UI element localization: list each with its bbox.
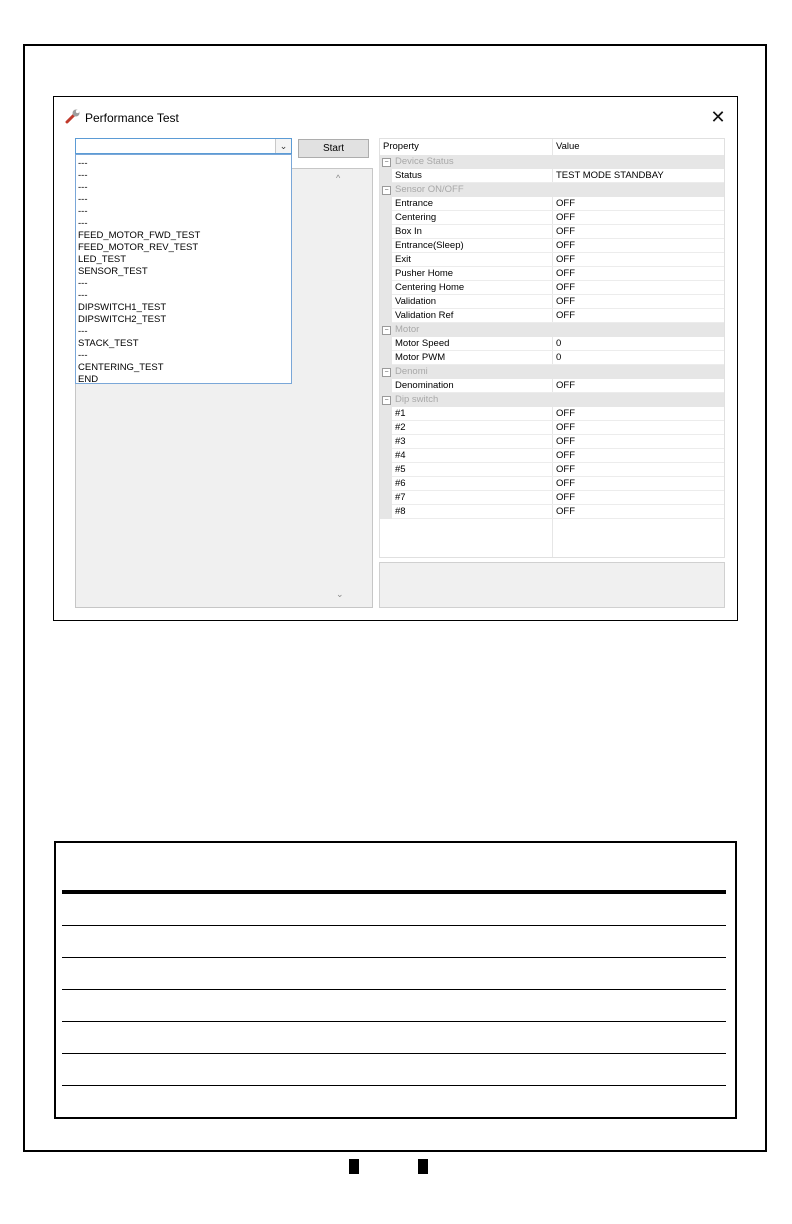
dropdown-option[interactable]: DIPSWITCH1_TEST <box>78 302 167 313</box>
property-row[interactable] <box>380 281 724 295</box>
table-header-rule <box>62 890 726 894</box>
property-name: #4 <box>395 450 406 461</box>
property-name: Status <box>395 170 422 181</box>
header-value: Value <box>556 141 580 152</box>
property-value: OFF <box>556 436 575 447</box>
dropdown-option[interactable]: STACK_TEST <box>78 338 139 349</box>
property-row[interactable] <box>380 239 724 253</box>
dropdown-option[interactable]: --- <box>78 194 88 205</box>
property-name: #5 <box>395 464 406 475</box>
grid-header <box>380 139 724 155</box>
row-gutter <box>380 505 392 519</box>
row-gutter <box>380 435 392 449</box>
dropdown-option[interactable]: --- <box>78 350 88 361</box>
window-title: Performance Test <box>85 111 179 125</box>
property-row[interactable] <box>380 211 724 225</box>
property-value: OFF <box>556 408 575 419</box>
collapse-icon[interactable]: − <box>382 186 391 195</box>
property-value: TEST MODE STANDBAY <box>556 170 664 181</box>
dropdown-option[interactable]: --- <box>78 182 88 193</box>
row-gutter <box>380 449 392 463</box>
property-name: Centering <box>395 212 437 223</box>
row-gutter <box>380 211 392 225</box>
collapse-icon[interactable]: − <box>382 326 391 335</box>
property-row[interactable] <box>380 351 724 365</box>
category-row[interactable] <box>380 183 724 197</box>
collapse-icon[interactable]: − <box>382 158 391 167</box>
property-value: OFF <box>556 492 575 503</box>
dropdown-option[interactable]: --- <box>78 326 88 337</box>
property-value: OFF <box>556 422 575 433</box>
property-row[interactable] <box>380 477 724 491</box>
dropdown-option[interactable]: --- <box>78 290 88 301</box>
table-row-rule <box>62 957 726 958</box>
property-row[interactable] <box>380 379 724 393</box>
row-gutter <box>380 267 392 281</box>
property-name: Entrance <box>395 198 434 209</box>
table-row-rule <box>62 1021 726 1022</box>
row-gutter <box>380 225 392 239</box>
property-value: OFF <box>556 450 575 461</box>
dropdown-option[interactable]: --- <box>78 206 88 217</box>
property-row[interactable] <box>380 267 724 281</box>
property-row[interactable] <box>380 505 724 519</box>
property-name: #3 <box>395 436 406 447</box>
dropdown-option[interactable]: --- <box>78 278 88 289</box>
table-row-rule <box>62 989 726 990</box>
property-value: OFF <box>556 282 575 293</box>
row-gutter <box>380 477 392 491</box>
property-value: OFF <box>556 226 575 237</box>
property-value: 0 <box>556 338 562 349</box>
property-value: OFF <box>556 380 575 391</box>
row-gutter <box>380 379 392 393</box>
category-row[interactable] <box>380 393 724 407</box>
dropdown-option[interactable]: --- <box>78 170 88 181</box>
property-row[interactable] <box>380 435 724 449</box>
row-gutter <box>380 491 392 505</box>
property-name: Exit <box>395 254 411 265</box>
property-value: OFF <box>556 240 575 251</box>
property-value: OFF <box>556 506 575 517</box>
property-value: OFF <box>556 198 575 209</box>
row-gutter <box>380 421 392 435</box>
dropdown-option[interactable]: --- <box>78 218 88 229</box>
property-name: Box In <box>395 226 422 237</box>
property-name: Entrance(Sleep) <box>395 240 464 251</box>
property-value: OFF <box>556 296 575 307</box>
property-name: Validation Ref <box>395 310 454 321</box>
category-name: Dip switch <box>395 394 439 405</box>
notes-table <box>54 841 737 1119</box>
wrench-icon <box>65 108 81 124</box>
property-row[interactable] <box>380 491 724 505</box>
category-row[interactable] <box>380 155 724 169</box>
dropdown-option[interactable]: FEED_MOTOR_FWD_TEST <box>78 230 201 241</box>
category-row[interactable] <box>380 365 724 379</box>
category-name: Motor <box>395 324 420 335</box>
property-value: 0 <box>556 352 562 363</box>
dropdown-option[interactable]: FEED_MOTOR_REV_TEST <box>78 242 199 253</box>
property-name: #1 <box>395 408 406 419</box>
category-name: Device Status <box>395 156 454 167</box>
property-row[interactable] <box>380 309 724 323</box>
row-gutter <box>380 463 392 477</box>
description-panel <box>379 562 725 608</box>
property-value: OFF <box>556 310 575 321</box>
property-row[interactable] <box>380 449 724 463</box>
property-value: OFF <box>556 212 575 223</box>
property-row[interactable] <box>380 253 724 267</box>
dropdown-option[interactable]: END <box>78 374 99 385</box>
row-gutter <box>380 309 392 323</box>
table-row-rule <box>62 1085 726 1086</box>
row-gutter <box>380 253 392 267</box>
close-button[interactable]: ✕ <box>710 107 726 127</box>
property-value: OFF <box>556 464 575 475</box>
scroll-down-icon[interactable]: ⌄ <box>336 589 344 599</box>
property-value: OFF <box>556 254 575 265</box>
row-gutter <box>380 239 392 253</box>
property-name: Motor PWM <box>395 352 446 363</box>
property-name: #8 <box>395 506 406 517</box>
property-name: Pusher Home <box>395 268 454 279</box>
property-value: OFF <box>556 478 575 489</box>
property-name: Validation <box>395 296 437 307</box>
header-property: Property <box>383 141 419 152</box>
page-marker-right <box>418 1159 428 1174</box>
property-row[interactable] <box>380 295 724 309</box>
scroll-up-icon[interactable]: ^ <box>336 173 341 183</box>
property-row[interactable] <box>380 169 724 183</box>
row-gutter <box>380 295 392 309</box>
property-value: OFF <box>556 268 575 279</box>
property-row[interactable] <box>380 337 724 351</box>
chevron-down-icon[interactable]: ⌄ <box>275 139 291 153</box>
property-name: Centering Home <box>395 282 465 293</box>
property-name: #2 <box>395 422 406 433</box>
dropdown-option[interactable]: LED_TEST <box>78 254 127 265</box>
title-bar <box>54 97 737 135</box>
row-gutter <box>380 197 392 211</box>
property-name: #6 <box>395 478 406 489</box>
category-row[interactable] <box>380 323 724 337</box>
performance-test-window <box>53 96 738 621</box>
dropdown-option[interactable]: DIPSWITCH2_TEST <box>78 314 167 325</box>
dropdown-option[interactable]: --- <box>78 158 88 169</box>
property-row[interactable] <box>380 421 724 435</box>
property-grid <box>379 138 725 558</box>
property-name: Denomination <box>395 380 454 391</box>
test-dropdown-list <box>75 154 292 384</box>
collapse-icon[interactable]: − <box>382 368 391 377</box>
dropdown-option[interactable]: SENSOR_TEST <box>78 266 148 277</box>
property-name: #7 <box>395 492 406 503</box>
property-row[interactable] <box>380 225 724 239</box>
property-row[interactable] <box>380 407 724 421</box>
start-button[interactable]: Start <box>298 139 369 158</box>
row-gutter <box>380 169 392 183</box>
row-gutter <box>380 281 392 295</box>
row-gutter <box>380 351 392 365</box>
row-gutter <box>380 407 392 421</box>
property-name: Motor Speed <box>395 338 450 349</box>
row-gutter <box>380 337 392 351</box>
table-row-rule <box>62 925 726 926</box>
property-row[interactable] <box>380 197 724 211</box>
page-marker-left <box>349 1159 359 1174</box>
category-name: Denomi <box>395 366 428 377</box>
test-select-combo[interactable] <box>75 138 292 154</box>
table-row-rule <box>62 1053 726 1054</box>
category-name: Sensor ON/OFF <box>395 184 464 195</box>
collapse-icon[interactable]: − <box>382 396 391 405</box>
property-row[interactable] <box>380 463 724 477</box>
dropdown-option[interactable]: CENTERING_TEST <box>78 362 164 373</box>
